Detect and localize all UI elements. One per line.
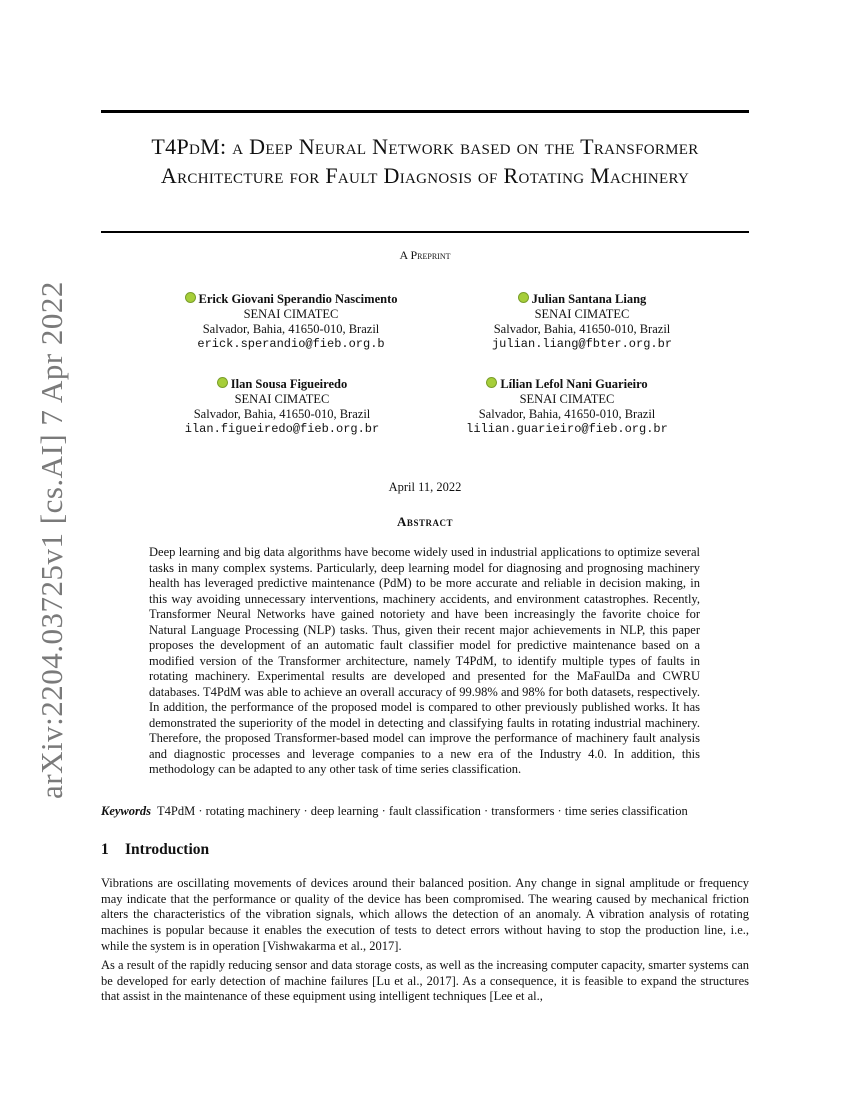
author-address: Salvador, Bahia, 41650-010, Brazil <box>493 322 671 336</box>
preprint-label: A Preprint <box>399 248 451 262</box>
publication-date: April 11, 2022 <box>388 480 462 494</box>
section-title: Introduction <box>125 841 210 858</box>
author-email[interactable]: julian.liang@fbter.org.br <box>491 337 673 351</box>
author-address: Salvador, Bahia, 41650-010, Brazil <box>193 407 371 421</box>
author-email[interactable]: erick.sperandio@fieb.org.b <box>197 337 385 351</box>
author-address: Salvador, Bahia, 41650-010, Brazil <box>478 407 656 421</box>
author-affiliation: SENAI CIMATEC <box>519 392 615 406</box>
keywords-label: Keywords <box>101 804 151 818</box>
title-rule-bottom <box>101 231 749 233</box>
author-block <box>141 292 441 352</box>
author-block <box>432 292 732 352</box>
orcid-icon[interactable] <box>518 292 529 303</box>
author-name: Julian Santana Liang <box>531 292 647 306</box>
author-address: Salvador, Bahia, 41650-010, Brazil <box>202 322 380 336</box>
abstract-text: Deep learning and big data algorithms have become widely used in industrial applications to optimize several tasks in many complex systems. Particularly, deep learning model for diagnosing and prognosing machinery health has leveraged predictive maintenance (PdM) to be more accurate and reliable in decision making, in this way avoiding unnecessary interventions, machinery accidents, and environment catastrophes. Recently, Transformer Neural Networks have gained notoriety and have been increasingly the favorite choice for Natural Language Processing (NLP) tasks. Thus, given their recent major achievements in NLP, this paper proposes the development of an automatic fault classifier model for predictive maintenance based on a modified version of the Transformer architecture, namely T4PdM, to identify multiple types of faults in rotating machinery. Experimental results are developed and presented for the MaFaulDa and CWRU databases. T4PdM was able to achieve an overall accuracy of 99.98% and 98% for both datasets, respectively. In addition, the performance of the proposed model is compared to other previously published works. It has demonstrated the superiority of the model in detecting and classifying faults in rotating industrial machinery. Therefore, the proposed Transformer-based model can improve the performance of machinery fault analysis and diagnostic processes and leverage companies to a new era of the Industry 4.0. In addition, this methodology can be adapted to any other task of time series classification. <box>149 545 700 776</box>
section-number: 1 <box>101 841 109 858</box>
author-affiliation: SENAI CIMATEC <box>243 307 339 321</box>
author-affiliation: SENAI CIMATEC <box>234 392 330 406</box>
paper-title: T4PdM: a Deep Neural Network based on the Transformer Architecture for Fault Diagnosis of Rotating Machinery <box>151 134 699 188</box>
keywords-line <box>101 803 761 819</box>
keywords-text: T4PdM · rotating machinery · deep learning · fault classification · transformers · time series classification <box>157 804 688 818</box>
abstract-heading: Abstract <box>397 514 453 529</box>
orcid-icon[interactable] <box>486 377 497 388</box>
author-block <box>417 377 717 437</box>
author-affiliation: SENAI CIMATEC <box>534 307 630 321</box>
title-rule-top <box>101 110 749 113</box>
orcid-icon[interactable] <box>217 377 228 388</box>
author-email[interactable]: ilan.figueiredo@fieb.org.br <box>184 422 380 436</box>
author-name: Lílian Lefol Nani Guarieiro <box>500 377 648 391</box>
author-block <box>132 377 432 437</box>
orcid-icon[interactable] <box>185 292 196 303</box>
author-name: Ilan Sousa Figueiredo <box>230 377 348 391</box>
arxiv-identifier[interactable]: arXiv:2204.03725v1 [cs.AI] 7 Apr 2022 <box>34 281 69 799</box>
author-email[interactable]: lilian.guarieiro@fieb.org.br <box>466 422 668 436</box>
intro-paragraph: As a result of the rapidly reducing sensor and data storage costs, as well as the increasing computer capacity, smarter systems can be developed for early detection of machine failures [Lu et al., 2017]. As a consequence, it is feasible to expand the structures that assist in the maintenance of these equipment using intelligent techniques [Lee et al., <box>101 958 749 1004</box>
author-name: Erick Giovani Sperandio Nascimento <box>198 292 398 306</box>
section-heading <box>101 841 749 859</box>
intro-paragraph: Vibrations are oscillating movements of devices around their balanced position. Any change in signal amplitude or frequency may indicate that the performance or quality of the device has been compromised. The wearing caused by mechanical friction alters the characteristics of the vibration signals, which allows the detection of an anomaly. A vibration analysis of rotating machines is popular because it enables the execution of tests to detect errors without having to stop the production line, i.e., while the system is in operation [Vishwakarma et al., 2017]. <box>101 876 749 953</box>
